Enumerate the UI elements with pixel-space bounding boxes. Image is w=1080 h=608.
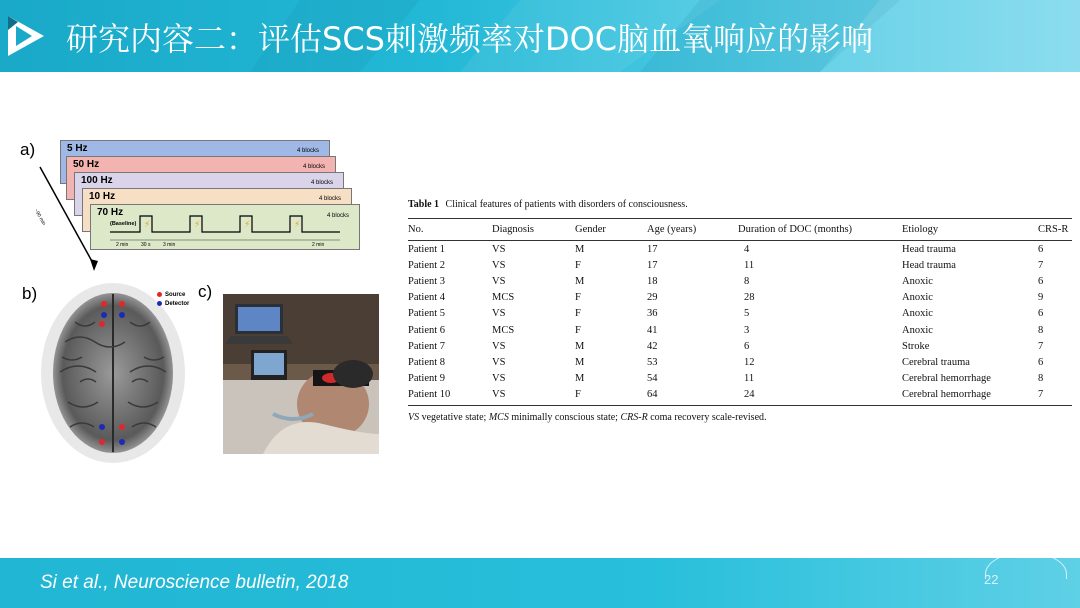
table-cell: MCS <box>492 324 515 336</box>
legend-label: Detector <box>165 301 190 308</box>
table-cell: Patient 2 <box>408 259 446 271</box>
footnote-text: minimally conscious state; <box>508 412 621 424</box>
table-cell: F <box>575 308 581 320</box>
table-cell: Head trauma <box>902 243 956 255</box>
table-caption-label: Table 1 <box>408 199 440 210</box>
blocks-label: 4 blocks <box>296 148 319 154</box>
table-cell: 17 <box>647 259 658 271</box>
table-cell: 18 <box>647 275 658 287</box>
blocks-label: 4 blocks <box>310 180 333 186</box>
table-cell: 36 <box>647 308 658 320</box>
timing-label: 30 s <box>141 242 151 248</box>
table-cell: 8 <box>1038 324 1044 336</box>
table-header-row <box>408 219 1072 241</box>
table-cell: Patient 4 <box>408 292 446 304</box>
panel-b-label: b) <box>22 284 38 303</box>
table-cell: Cerebral trauma <box>902 356 970 368</box>
table-row <box>408 241 1072 258</box>
table-row <box>408 371 1072 387</box>
table-cell: 11 <box>744 373 755 385</box>
table-cell: Anoxic <box>902 275 933 287</box>
freq-label: 5 Hz <box>67 143 88 154</box>
table-cell: F <box>575 259 581 271</box>
table-row <box>408 273 1072 289</box>
panel-a-label: a) <box>20 140 36 159</box>
table-cell: 42 <box>647 340 658 352</box>
freq-label: 100 Hz <box>81 175 113 186</box>
table-footnote <box>408 412 1072 423</box>
footer-bar <box>0 558 1080 608</box>
table-cell: Anoxic <box>902 324 933 336</box>
table-cell: M <box>575 373 585 385</box>
table-cell: VS <box>492 356 506 368</box>
table-cell: F <box>575 387 647 406</box>
table-caption-text: Clinical features of patients with disorders of consciousness. <box>445 199 688 210</box>
table-cell: M <box>575 243 585 255</box>
column-header: No. <box>408 219 492 241</box>
table-row <box>408 387 1072 406</box>
footnote-abbr: MCS <box>488 412 509 424</box>
table-cell: VS <box>492 275 506 287</box>
table-cell: Patient 6 <box>408 324 446 336</box>
svg-text:⚡: ⚡ <box>244 220 251 230</box>
table-row <box>408 306 1072 322</box>
table-cell: Patient 1 <box>408 243 446 255</box>
timing-label: 2 min <box>116 242 129 248</box>
table-cell: 64 <box>647 387 738 406</box>
time-arrow-icon <box>36 165 100 273</box>
blocks-label: 4 blocks <box>326 213 349 219</box>
table-row <box>408 290 1072 306</box>
column-header: Gender <box>575 219 647 241</box>
citation: Si et al., Neuroscience bulletin, 2018 <box>40 572 349 593</box>
table-cell: Patient 3 <box>408 275 446 287</box>
timing-label: 2 min <box>312 242 325 248</box>
table-cell: F <box>575 292 581 304</box>
table-cell: 11 <box>744 259 755 271</box>
table-cell: 17 <box>647 243 658 255</box>
table-cell: 6 <box>744 340 750 352</box>
table-cell: 53 <box>647 356 658 368</box>
legend-label: Source <box>165 292 186 299</box>
column-header: Duration of DOC (months) <box>738 219 902 241</box>
brain-image <box>40 282 186 464</box>
table-cell: 24 <box>738 387 902 406</box>
clinical-features-table <box>408 199 1072 423</box>
table-cell: VS <box>492 340 506 352</box>
patient-photo <box>223 294 379 454</box>
table-cell: Anoxic <box>902 292 933 304</box>
legend-detector <box>157 301 189 307</box>
table-cell: 3 <box>744 324 750 336</box>
timing-label: 3 min <box>163 242 176 248</box>
table-cell: 29 <box>647 292 658 304</box>
column-header: Age (years) <box>647 219 738 241</box>
table-cell: 28 <box>744 292 755 304</box>
table-cell: 5 <box>744 308 750 320</box>
table-cell: Stroke <box>902 340 930 352</box>
baseline-label: (Baseline) <box>110 221 137 227</box>
table-cell: Anoxic <box>902 308 933 320</box>
table-cell: Patient 9 <box>408 373 446 385</box>
legend-source <box>157 292 185 298</box>
table-cell: 8 <box>744 275 750 287</box>
table-cell: 41 <box>647 324 658 336</box>
footnote-text: coma recovery scale-revised. <box>647 412 767 424</box>
table-cell: 9 <box>1038 292 1044 304</box>
source-dot-icon <box>157 292 162 297</box>
table-cell: 6 <box>1038 275 1044 287</box>
detector-dot-icon <box>157 301 162 306</box>
table-caption <box>408 199 1072 210</box>
table-cell: M <box>575 275 585 287</box>
blocks-label: 4 blocks <box>318 196 341 202</box>
page-number: 22 <box>984 572 999 587</box>
footnote-abbr: CRS-R <box>620 412 648 424</box>
table-cell: VS <box>492 373 506 385</box>
panel-c-label: c) <box>198 282 213 301</box>
table-cell: 7 <box>1038 387 1072 406</box>
table-cell: 6 <box>1038 243 1044 255</box>
table-row <box>408 354 1072 370</box>
table-cell: M <box>575 356 585 368</box>
slide-title: 研究内容二：评估SCS刺激频率对DOC脑血氧响应的影响 <box>66 20 874 58</box>
column-header: Diagnosis <box>492 219 575 241</box>
table-cell: 6 <box>1038 308 1044 320</box>
table-cell: 4 <box>744 243 750 255</box>
table-cell: 54 <box>647 373 658 385</box>
title-bar <box>0 0 1080 72</box>
table-cell: Patient 10 <box>408 387 492 406</box>
patient-table <box>408 218 1072 406</box>
table-row <box>408 338 1072 354</box>
table-cell: VS <box>492 387 575 406</box>
footnote-text: vegetative state; <box>419 412 489 424</box>
table-cell: Head trauma <box>902 259 956 271</box>
time-axis-label: ~90 min <box>32 208 47 227</box>
table-cell: 7 <box>1038 340 1044 352</box>
table-cell: VS <box>492 259 506 271</box>
table-cell: Patient 7 <box>408 340 446 352</box>
freq-label: 50 Hz <box>73 159 100 170</box>
table-row <box>408 322 1072 338</box>
table-cell: Cerebral hemorrhage <box>902 373 991 385</box>
table-cell: 7 <box>1038 259 1044 271</box>
freq-label: 10 Hz <box>89 191 116 202</box>
svg-text:⚡: ⚡ <box>194 220 201 230</box>
svg-text:⚡: ⚡ <box>294 220 301 230</box>
column-header: CRS-R <box>1038 219 1072 241</box>
table-cell: F <box>575 324 581 336</box>
table-cell: VS <box>492 308 506 320</box>
table-cell: Cerebral hemorrhage <box>902 387 1038 406</box>
table-cell: MCS <box>492 292 515 304</box>
svg-text:⚡: ⚡ <box>144 220 151 230</box>
freq-label: 70 Hz <box>97 207 124 218</box>
column-header: Etiology <box>902 219 1038 241</box>
table-cell: 8 <box>1038 373 1044 385</box>
table-cell: VS <box>492 243 506 255</box>
table-cell: Patient 5 <box>408 308 446 320</box>
table-row <box>408 257 1072 273</box>
blocks-label: 4 blocks <box>302 164 325 170</box>
table-cell: 12 <box>744 356 755 368</box>
table-cell: M <box>575 340 585 352</box>
table-cell: Patient 8 <box>408 356 446 368</box>
footnote-abbr: VS <box>408 412 420 424</box>
table-cell: 6 <box>1038 356 1044 368</box>
play-logo-icon <box>6 14 46 58</box>
